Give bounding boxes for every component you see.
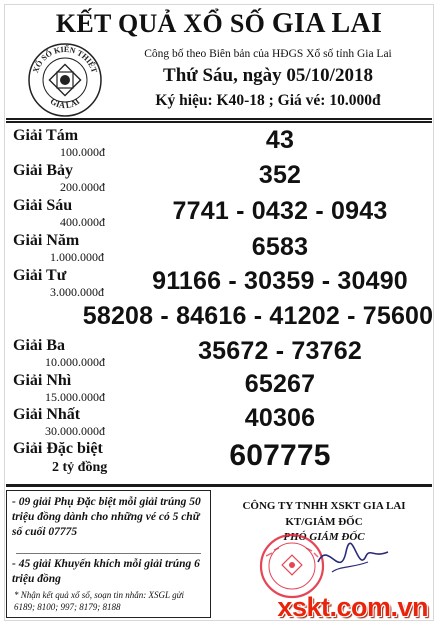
note-incentive-prizes: - 45 giải Khuyến khích mỗi giải trúng 6 triệu đồng (12, 558, 200, 585)
red-stamp-and-signature (248, 522, 398, 600)
prize-3-numbers: 35672 - 73762 (198, 337, 362, 365)
notes-divider (16, 553, 201, 554)
ticket-symbol-price: Ký hiệu: K40-18 ; Giá vé: 10.000đ (155, 92, 381, 109)
prize-7-amount: 200.000đ (60, 180, 105, 194)
prize-3-amount: 10.000.000đ (45, 355, 105, 369)
prize-1-number: 40306 (244, 404, 316, 432)
note-sms-info: * Nhận kết quả xổ số, soạn tin nhắn: XSGL gửi 6189; 8100; 997; 8179; 8188 (14, 590, 184, 612)
prize-3-name: Giải Ba (13, 337, 66, 354)
prize-5-number: 6583 (251, 233, 309, 261)
special-prize-name: Giải Đặc biệt (13, 440, 103, 457)
special-prize-amount: 2 tỷ đồng (52, 460, 108, 475)
prize-4-amount: 3.000.000đ (50, 285, 104, 299)
prize-6-numbers: 7741 - 0432 - 0943 (172, 197, 388, 225)
prize-8-name: Giải Tám (13, 127, 79, 144)
prize-2-amount: 15.000.000đ (45, 390, 105, 404)
prize-4-name: Giải Tư (13, 267, 67, 284)
prize-4-numbers-line1: 91166 - 30359 - 30490 (152, 267, 408, 295)
site-watermark: xskt.com.vn (277, 592, 428, 622)
prize-2-number: 65267 (244, 370, 316, 398)
header-divider-bottom (6, 121, 432, 123)
prize-1-name: Giải Nhất (13, 406, 81, 423)
svg-text:XỔ SỐ KIẾN THIẾT (31, 44, 99, 75)
prize-6-name: Giải Sáu (13, 197, 73, 214)
prize-5-name: Giải Năm (13, 232, 80, 249)
prize-2-name: Giải Nhì (13, 372, 72, 389)
prize-8-number: 43 (265, 126, 295, 154)
company-director-title: KT/GIÁM ĐỐC (285, 516, 363, 528)
prize-7-name: Giải Bảy (13, 162, 74, 179)
title-province: GIA LAI (271, 8, 383, 39)
results-divider (6, 484, 432, 487)
seal-bottom-text: GIA LAI (48, 95, 82, 111)
prize-1-amount: 30.000.000đ (45, 424, 105, 438)
company-deputy-title: PHÓ GIÁM ĐỐC (283, 531, 365, 543)
seal-top-text: XỔ SỐ KIẾN THIẾT (31, 44, 99, 75)
company-name: CÔNG TY TNHH XSKT GIA LAI (242, 500, 406, 512)
page-title (0, 8, 438, 40)
prize-8-amount: 100.000đ (60, 145, 105, 159)
prize-6-amount: 400.000đ (60, 215, 105, 229)
header-divider-top (6, 118, 432, 120)
draw-date: Thứ Sáu, ngày 05/10/2018 (163, 65, 373, 86)
prize-7-number: 352 (258, 161, 302, 189)
prize-5-amount: 1.000.000đ (50, 250, 104, 264)
title-prefix: KẾT QUẢ XỔ SỐ (55, 9, 272, 38)
header-subtitle: Công bố theo Biên bản của HĐGS Xổ số tỉnh Gia Lai (144, 48, 392, 60)
special-prize-number: 607775 (229, 439, 331, 472)
prize-4-numbers-line2: 58208 - 84616 - 41202 - 75600 (82, 302, 434, 330)
note-consolation-prizes: - 09 giải Phụ Đặc biệt mỗi giải trúng 50 triệu đồng dành cho những vé có 5 chữ số cuối 07775 (12, 496, 201, 538)
lottery-seal-logo (27, 42, 103, 118)
